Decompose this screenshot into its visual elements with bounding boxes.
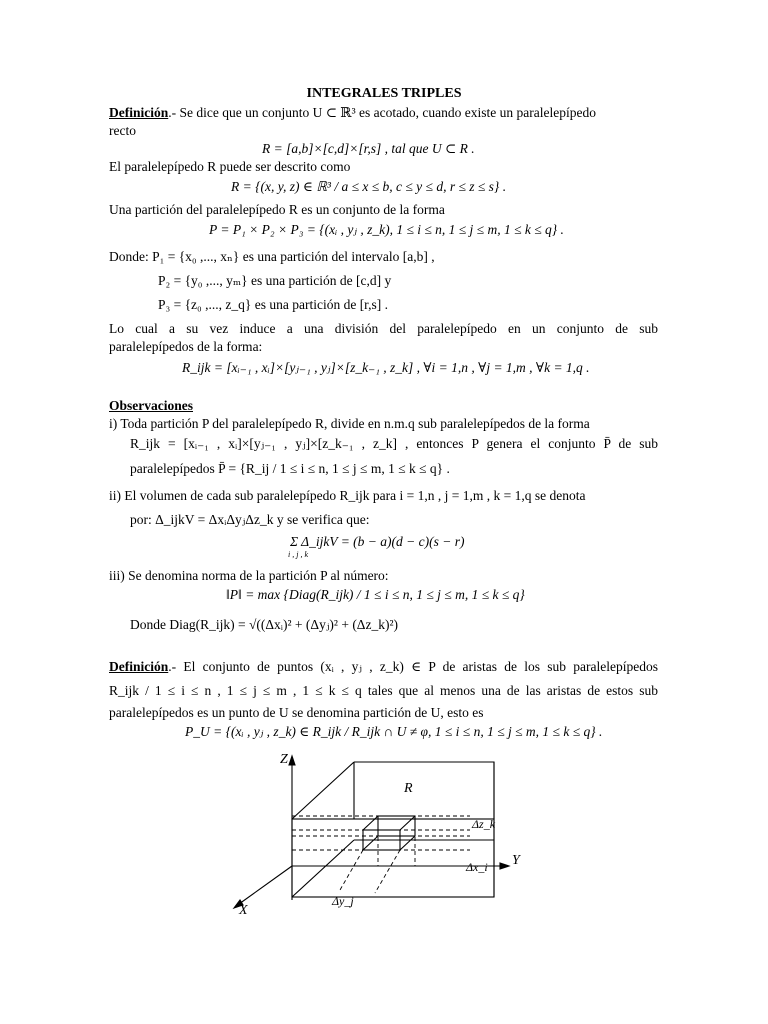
definition-1-line-6: paralelepípedos de la forma:	[109, 339, 263, 354]
definition-1-line-5: Lo cual a su vez induce a una división del paralelepípedo en un conjunto de sub	[109, 321, 658, 336]
box-top-left-edge	[292, 762, 354, 819]
sub-box-edge-1	[363, 816, 378, 830]
donde-line-1: Donde: P₁ = {x₀ ,..., xₙ} es una partición del intervalo [a,b] ,	[109, 249, 435, 264]
formula-R-set: R = {(x, y, z) ∈ ℝ³ / a ≤ x ≤ b, c ≤ y ≤ d, r ≤ z ≤ s} .	[231, 179, 507, 194]
sum-subscript: i , j , k	[288, 550, 308, 559]
norm-formula: ‖P‖ = max {Diag(R_ijk) / 1 ≤ i ≤ n, 1 ≤ j ≤ m, 1 ≤ k ≤ q}	[226, 587, 525, 602]
sum-formula: Σ Δ_ijkV = (b − a)(d − c)(s − r)	[290, 534, 465, 549]
sub-box-edge-2	[400, 816, 415, 830]
definition-1-line-4: Una partición del paralelepípedo R es un conjunto de la forma	[109, 202, 445, 217]
obs-i-line-3: paralelepípedos P̄ = {R_ij / 1 ≤ i ≤ n, 1 ≤ j ≤ m, 1 ≤ k ≤ q} .	[130, 461, 450, 476]
definition-2-line-3: paralelepípedos es un punto de U se denomina partición de U, esto es	[109, 705, 484, 720]
guide-line-8	[375, 850, 400, 893]
x-axis	[239, 866, 292, 904]
sub-box-edge-3	[400, 836, 415, 850]
definition-1-text: .- Se dice que un conjunto U ⊂ ℝ³ es acotado, cuando existe un paralelepípedo	[168, 105, 596, 120]
guide-line-7	[340, 850, 363, 890]
definition-1-line-2: recto	[109, 123, 136, 138]
formula-R: R = [a,b]×[c,d]×[r,s] , tal que U ⊂ R .	[262, 141, 475, 156]
obs-ii-line-2: por: Δ_ijkV = ΔxᵢΔyⱼΔz_k y se verifica que:	[130, 512, 370, 527]
sub-box-edge-4	[363, 836, 378, 850]
definition-2-line-2: R_ijk / 1 ≤ i ≤ n , 1 ≤ j ≤ m , 1 ≤ k ≤ q tales que al menos una de las aristas de estos sub	[109, 683, 658, 698]
definition-2-text: .- El conjunto de puntos (xᵢ , yⱼ , z_k) ∈ P de aristas de los sub paralelepípedos	[168, 659, 658, 674]
formula-Rijk: R_ijk = [xᵢ₋₁ , xᵢ]×[yⱼ₋₁ , yⱼ]×[z_k₋₁ , z_k] , ∀i = 1,n , ∀j = 1,m , ∀k = 1,q .	[182, 360, 590, 375]
definition-1-label: Definición	[109, 105, 169, 120]
formula-PU: P_U = {(xᵢ , yⱼ , z_k) ∈ R_ijk / R_ijk ∩ U ≠ φ, 1 ≤ i ≤ n, 1 ≤ j ≤ m, 1 ≤ k ≤ q} .	[185, 724, 603, 739]
delta-x-label: Δx_i	[466, 860, 488, 874]
delta-z-label: Δz_k	[472, 817, 496, 831]
formula-P: P = P₁ × P₂ × P₃ = {(xᵢ , yⱼ , z_k), 1 ≤ i ≤ n, 1 ≤ j ≤ m, 1 ≤ k ≤ q} .	[209, 222, 564, 237]
obs-i-line-1: i) Toda partición P del paralelepípedo R, divide en n.m.q sub paralelepípedos de la forma	[109, 416, 590, 431]
y-axis-label: Y	[512, 853, 520, 868]
delta-y-label: Δy_j	[332, 894, 354, 908]
obs-ii-line-1: ii) El volumen de cada sub paralelepípedo R_ijk para i = 1,n , j = 1,m , k = 1,q se denota	[109, 488, 586, 503]
box-front-face	[292, 819, 494, 897]
z-axis-label: Z	[280, 752, 288, 767]
y-axis-arrow	[500, 863, 509, 869]
z-axis-arrow	[289, 756, 295, 765]
donde-line-2: P₂ = {y₀ ,..., yₘ} es una partición de [c,d] y	[158, 273, 392, 288]
obs-i-line-2: R_ijk = [xᵢ₋₁ , xᵢ]×[yⱼ₋₁ , yⱼ]×[z_k₋₁ , z_k] , entonces P genera el conjunto P̄ de sub	[130, 436, 658, 451]
box-bottom-left-edge	[292, 840, 354, 897]
diag-formula: Donde Diag(R_ijk) = √((Δxᵢ)² + (Δyⱼ)² + (Δz_k)²)	[130, 617, 399, 632]
donde-line-3: P₃ = {z₀ ,..., z_q} es una partición de [r,s] .	[158, 297, 389, 312]
page-title: INTEGRALES TRIPLES	[306, 86, 462, 101]
definition-2-label: Definición	[109, 659, 169, 674]
observaciones-heading: Observaciones	[109, 398, 193, 413]
region-R-label: R	[404, 781, 413, 796]
obs-iii-line-1: iii) Se denomina norma de la partición P al número:	[109, 568, 389, 583]
definition-1-line-3: El paralelepípedo R puede ser descrito como	[109, 159, 351, 174]
x-axis-label: X	[239, 903, 248, 918]
